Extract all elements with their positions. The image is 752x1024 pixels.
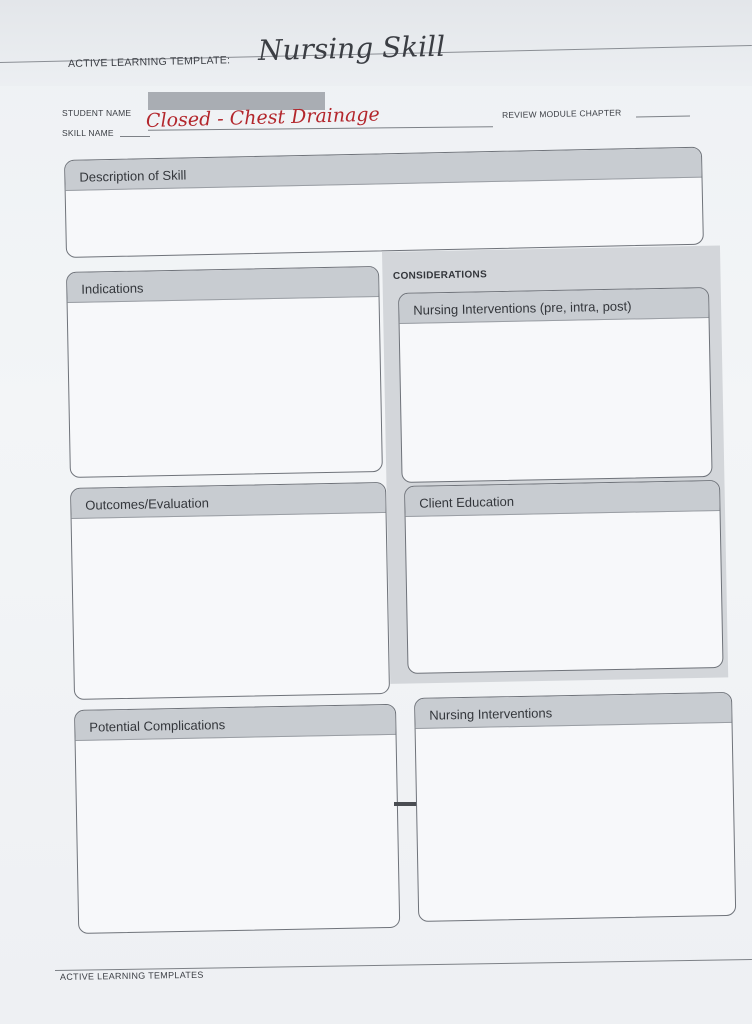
description-header: Description of Skill — [65, 148, 701, 191]
template-label: ACTIVE LEARNING TEMPLATE: — [67, 54, 231, 70]
skill-name-label: SKILL NAME — [62, 128, 114, 138]
potential-complications-box[interactable] — [74, 704, 400, 934]
potential-complications-header: Potential Complications — [75, 705, 396, 741]
footer-label: ACTIVE LEARNING TEMPLATES — [59, 969, 204, 982]
skill-name-line-start — [120, 136, 150, 137]
nursing-interventions-header: Nursing Interventions — [415, 693, 732, 729]
student-name-label: STUDENT NAME — [62, 108, 132, 118]
outcomes-header: Outcomes/Evaluation — [71, 483, 386, 519]
review-module-label: REVIEW MODULE CHAPTER — [501, 107, 622, 120]
nursing-interventions-phases-header: Nursing Interventions (pre, intra, post) — [399, 288, 709, 324]
footer-rule — [55, 959, 752, 971]
considerations-label: CONSIDERATIONS — [392, 269, 488, 282]
nursing-interventions-box[interactable] — [414, 692, 736, 922]
client-education-box[interactable] — [404, 480, 724, 674]
template-title: Nursing Skill — [257, 29, 446, 67]
review-module-line[interactable] — [636, 116, 690, 118]
description-box[interactable] — [64, 147, 704, 258]
client-education-header: Client Education — [405, 481, 720, 517]
skill-name-field[interactable]: Closed - Chest Drainage — [145, 103, 381, 132]
indications-box[interactable] — [66, 266, 383, 478]
indications-header: Indications — [67, 267, 379, 303]
outcomes-box[interactable] — [70, 482, 390, 700]
nursing-interventions-phases-box[interactable] — [398, 287, 713, 483]
box-connector — [394, 802, 418, 806]
